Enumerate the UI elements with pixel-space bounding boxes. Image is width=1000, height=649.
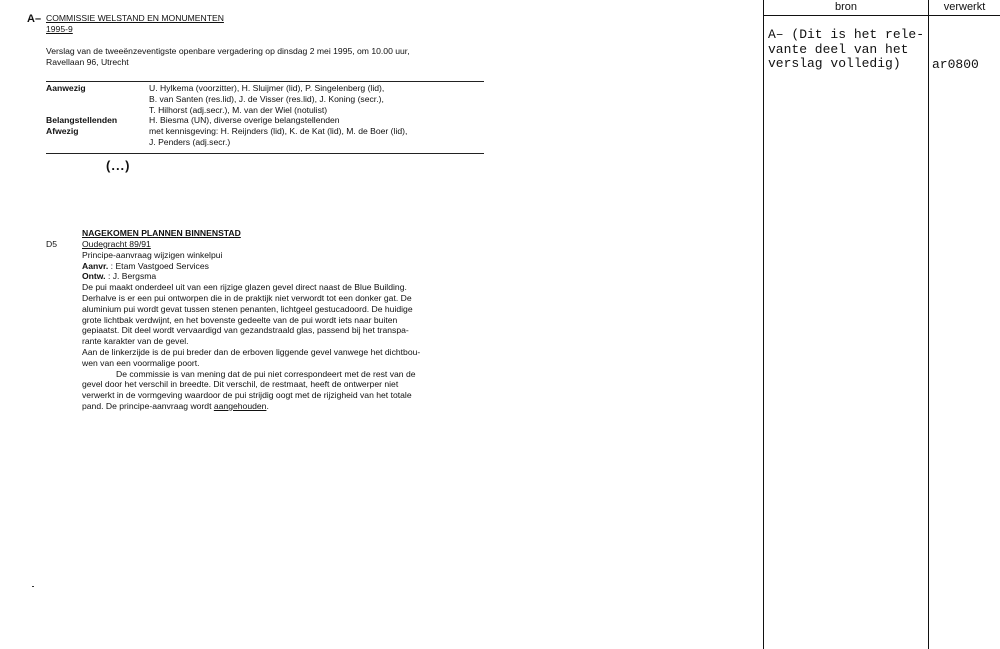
aanvr-value: : Etam Vastgoed Services: [110, 260, 209, 271]
aanwezig-line: U. Hylkema (voorzitter), H. Sluijmer (lid), P. Singelenberg (lid),: [149, 83, 385, 93]
bron-note-line: verslag volledig): [768, 56, 901, 71]
last-line-suffix: .: [266, 400, 269, 411]
commission-title: COMMISSIE WELSTAND EN MONUMENTEN: [46, 13, 224, 23]
intro-line-2: Ravellaan 96, Utrecht: [46, 56, 129, 67]
bron-note: [768, 28, 924, 72]
decision-text: aangehouden: [213, 400, 267, 411]
conclusion-last-line: [82, 401, 420, 412]
belangstellenden-text: H. Biesma (UN), diverse overige belangstellenden: [149, 115, 340, 126]
verwerkt-header: verwerkt: [943, 1, 986, 13]
verwerkt-value: ar0800: [932, 57, 979, 72]
bron-header: bron: [834, 1, 858, 13]
ontw-label: Ontw.: [82, 271, 106, 282]
afwezig-line: J. Penders (adj.secr.): [149, 136, 231, 147]
attendance-block: [46, 83, 407, 148]
conclusion-line: gevel door het verschil in breedte. Dit verschil, de restmaat, heeft de ontwerper niet: [82, 379, 399, 390]
stray-mark: [32, 586, 34, 587]
attendance-top-rule: [46, 81, 484, 82]
conclusion-line: De commissie is van mening dat de pui niet correspondeert met de rest van de: [116, 368, 416, 379]
attendance-bottom-rule: [46, 153, 484, 154]
body-line: Derhalve is er een pui ontworpen die in de praktijk niet verwordt tot een donker gat. De: [82, 292, 412, 303]
body-line: aluminium pui wordt gevat tussen stenen penanten, lichtgeel gestucadoord. De huidige: [82, 303, 413, 314]
body-line: rante karakter van de gevel.: [82, 336, 189, 347]
last-line-prefix: pand. De principe-aanvraag wordt: [82, 400, 214, 411]
belangstellenden-label: Belangstellenden: [46, 115, 118, 126]
item-address: Oudegracht 89/91: [82, 239, 151, 249]
ontw-value: : J. Bergsma: [107, 271, 157, 282]
item-details: [82, 239, 420, 412]
item-subject: Principe-aanvraag wijzigen winkelpui: [82, 249, 223, 260]
intro-line-1: Verslag van de tweeënzeventigste openbare vergadering op dinsdag 2 mei 1995, om 10.00 uur,: [46, 46, 410, 56]
aanwezig-line: B. van Santen (res.lid), J. de Visser (res.lid), J. Koning (secr.),: [149, 93, 384, 104]
body-line: Aan de linkerzijde is de pui breder dan de erboven liggende gevel vanwege het dichtbou-: [82, 346, 421, 357]
afwezig-label: Afwezig: [46, 126, 79, 137]
aanwezig-label: Aanwezig: [46, 83, 86, 93]
column-header-rule: [763, 15, 1000, 16]
aanwezig-line: T. Hilhorst (adj.secr.), M. van der Wiel (notulist): [149, 104, 328, 115]
body-line: wen van een voormalige poort.: [82, 357, 200, 368]
omission-ellipsis: (...): [106, 158, 131, 173]
body-line: gepiaatst. Dit deel wordt vervaardigd van gezandstraald glas, passend bij het transpa-: [82, 325, 409, 336]
afwezig-line: met kennisgeving: H. Reijnders (lid), K. de Kat (lid), M. de Boer (lid),: [149, 126, 408, 137]
bron-note-line: vante deel van het: [768, 41, 909, 57]
meeting-intro: [46, 46, 410, 68]
column-divider: [928, 0, 929, 649]
conclusion-line: verwerkt in de vormgeving waardoor de pui strijdig oogt met de rijzigheid van het totale: [82, 390, 412, 401]
section-title: [82, 228, 241, 239]
body-line: grote lichtbak verdwijnt, en het bovenste gedeelte van de pui wordt iets naar buiten: [82, 314, 398, 325]
meeting-code: 1995-9: [46, 23, 73, 34]
body-line: De pui maakt onderdeel uit van een rijzige glazen gevel direct naast de Blue Building.: [82, 282, 407, 293]
item-code: D5: [46, 239, 57, 249]
section-heading: NAGEKOMEN PLANNEN BINNENSTAD: [82, 228, 241, 238]
aanvr-label: Aanvr.: [82, 260, 109, 271]
document-title: [46, 13, 224, 35]
bron-note-line: A– (Dit is het rele-: [768, 27, 925, 42]
bron-column-left-border: [763, 0, 764, 649]
section-marker: A–: [27, 13, 42, 25]
